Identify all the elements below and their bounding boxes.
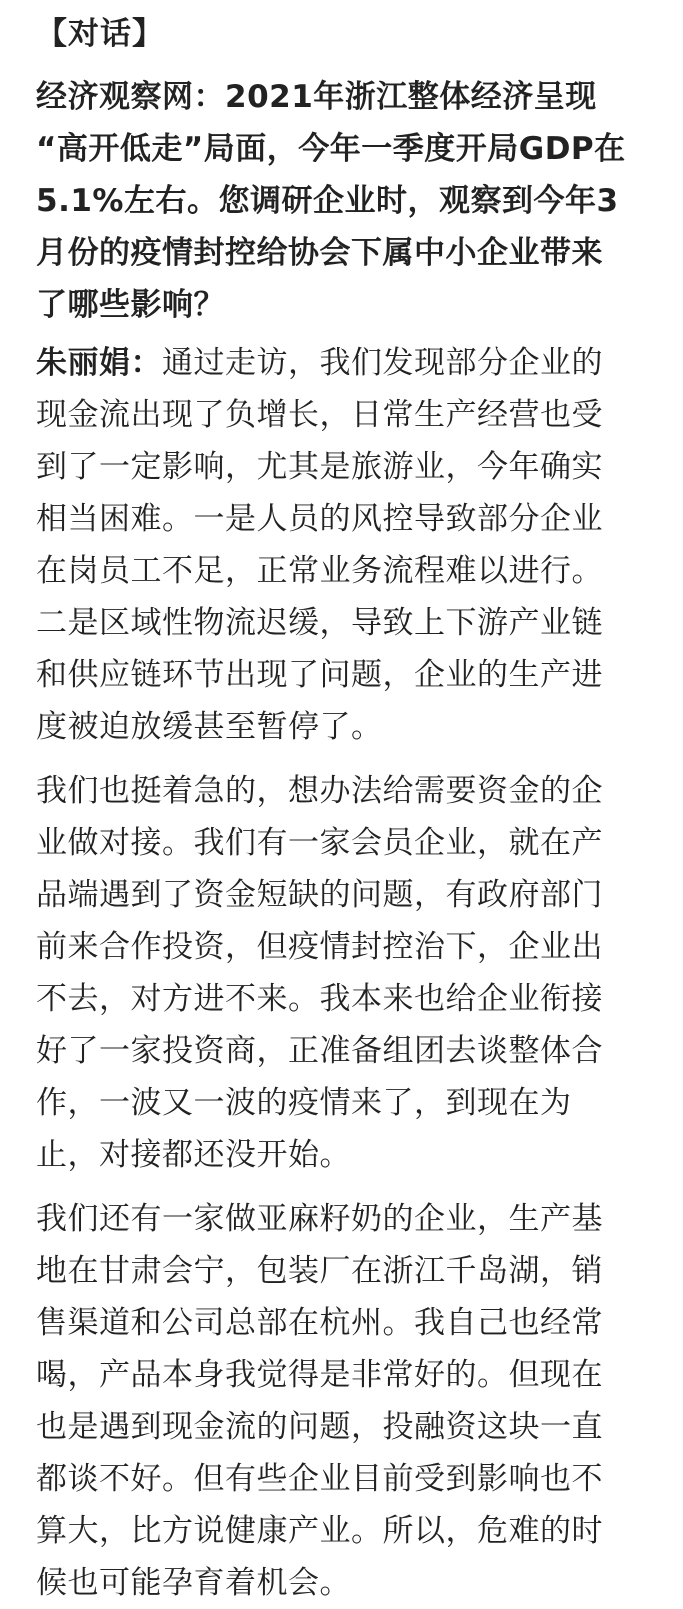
paragraph-2-line-6: 好了一家投资商，正准备组团去谈整体合 xyxy=(36,1033,603,1069)
answer-line-2: 现金流出现了负增长，日常生产经营也受 xyxy=(36,397,603,433)
question-line-1 xyxy=(36,71,655,123)
question-paragraph xyxy=(36,71,655,331)
paragraph-2-line-1: 我们也挺着急的，想办法给需要资金的企 xyxy=(36,773,603,809)
paragraph-2 xyxy=(36,765,655,1181)
paragraph-2-line-4: 前来合作投资，但疫情封控治下，企业出 xyxy=(36,929,603,965)
paragraph-3-line-8: 候也可能孕育着机会。 xyxy=(36,1565,351,1601)
paragraph-2-line-8: 止，对接都还没开始。 xyxy=(36,1137,351,1173)
question-text: 2021年浙江整体经济呈现 xyxy=(225,79,597,115)
paragraph-3-line-6: 都谈不好。但有些企业目前受到影响也不 xyxy=(36,1461,603,1497)
question-line-4: 月份的疫情封控给协会下属中小企业带来 xyxy=(36,235,603,271)
answer-line-7: 和供应链环节出现了问题，企业的生产进 xyxy=(36,657,603,693)
paragraph-3-line-1: 我们还有一家做亚麻籽奶的企业，生产基 xyxy=(36,1201,603,1237)
paragraph-3-line-4: 喝，产品本身我觉得是非常好的。但现在 xyxy=(36,1357,603,1393)
paragraph-3-line-7: 算大，比方说健康产业。所以，危难的时 xyxy=(36,1513,603,1549)
answer-line-5: 在岗员工不足，正常业务流程难以进行。 xyxy=(36,553,603,589)
answer-line-3: 到了一定影响，尤其是旅游业，今年确实 xyxy=(36,449,603,485)
answer-paragraph xyxy=(36,337,655,753)
question-speaker: 经济观察网： xyxy=(36,79,225,115)
question-line-5: 了哪些影响？ xyxy=(36,287,225,323)
answer-line-1 xyxy=(36,337,655,389)
answer-speaker: 朱丽娟： xyxy=(36,345,162,381)
question-line-2: “高开低走”局面，今年一季度开局GDP在 xyxy=(36,131,626,167)
paragraph-2-line-5: 不去，对方进不来。我本来也给企业衔接 xyxy=(36,981,603,1017)
paragraph-3-line-5: 也是遇到现金流的问题，投融资这块一直 xyxy=(36,1409,603,1445)
question-line-3: 5.1%左右。您调研企业时，观察到今年3 xyxy=(36,183,619,219)
paragraph-2-line-7: 作，一波又一波的疫情来了，到现在为 xyxy=(36,1085,572,1121)
paragraph-3-line-2: 地在甘肃会宁，包装厂在浙江千岛湖，销 xyxy=(36,1253,603,1289)
paragraph-2-line-3: 品端遇到了资金短缺的问题，有政府部门 xyxy=(36,877,603,913)
answer-line-6: 二是区域性物流迟缓，导致上下游产业链 xyxy=(36,605,603,641)
answer-line-8: 度被迫放缓甚至暂停了。 xyxy=(36,709,383,745)
paragraph-2-line-2: 业做对接。我们有一家会员企业，就在产 xyxy=(36,825,603,861)
answer-line-4: 相当困难。一是人员的风控导致部分企业 xyxy=(36,501,603,537)
paragraph-3-line-3: 售渠道和公司总部在杭州。我自己也经常 xyxy=(36,1305,603,1341)
answer-text: 通过走访，我们发现部分企业的 xyxy=(162,345,603,381)
section-header: 【对话】 xyxy=(36,16,164,52)
paragraph-3 xyxy=(36,1193,655,1609)
